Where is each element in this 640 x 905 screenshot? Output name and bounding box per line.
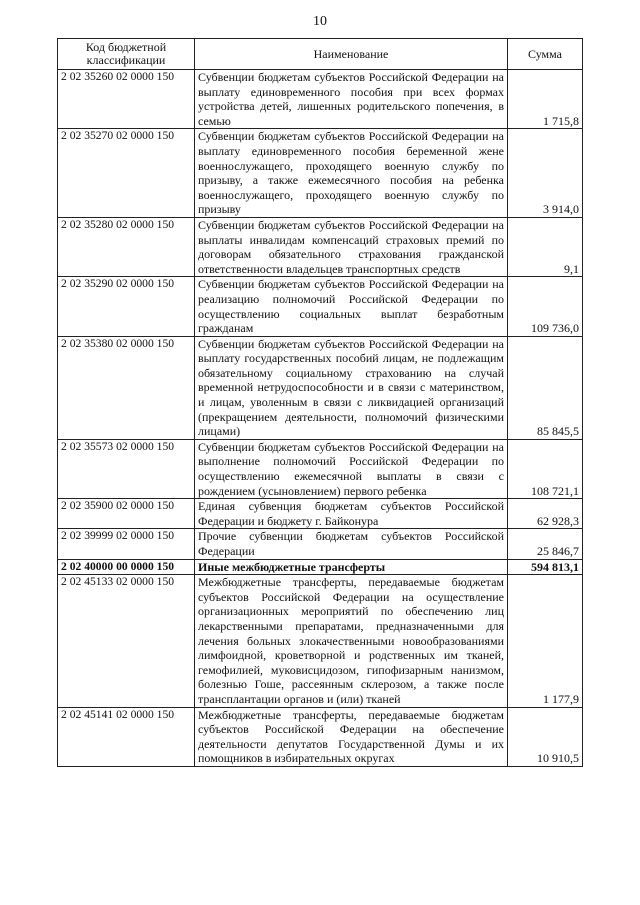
row-sum: 9,1 <box>508 217 583 276</box>
row-sum: 1 715,8 <box>508 70 583 129</box>
row-code: 2 02 45141 02 0000 150 <box>58 707 195 766</box>
row-code: 2 02 35290 02 0000 150 <box>58 277 195 336</box>
row-sum: 3 914,0 <box>508 129 583 218</box>
row-name: Межбюджетные трансферты, передаваемые бюджетам субъектов Российской Федерации на осуществление организационных мероприятий по обеспечению лиц лекарственными препаратами, предназначенными для лечения больных злокачественными новообразованиями лимфоидной, кроветворной и родственных им тканей, гемофилией, муковисцидозом, гипофизарным нанизмом, болезнью Гоше, рассеянным склерозом, а также после трансплантации органов и (или) тканей <box>195 575 508 707</box>
header-code: Код бюджетной классификации <box>58 39 195 70</box>
row-sum: 108 721,1 <box>508 439 583 498</box>
row-code: 2 02 35280 02 0000 150 <box>58 217 195 276</box>
row-sum: 10 910,5 <box>508 707 583 766</box>
table-row <box>58 575 583 707</box>
table-header-row <box>58 39 583 70</box>
header-sum: Сумма <box>508 39 583 70</box>
row-sum: 594 813,1 <box>508 559 583 575</box>
row-name: Единая субвенция бюджетам субъектов Российской Федерации и бюджету г. Байконура <box>195 499 508 529</box>
row-code: 2 02 35260 02 0000 150 <box>58 70 195 129</box>
row-code: 2 02 35573 02 0000 150 <box>58 439 195 498</box>
header-name: Наименование <box>195 39 508 70</box>
row-code: 2 02 35270 02 0000 150 <box>58 129 195 218</box>
table-row <box>58 707 583 766</box>
row-sum: 25 846,7 <box>508 529 583 559</box>
row-name: Субвенции бюджетам субъектов Российской Федерации на выплату государственных пособий лицам, не подлежащим обязательному социальному страхованию на случай временной нетрудоспособности и в связи с материнством, и лицам, уволенным в связи с ликвидацией организаций (прекращением деятельности, полномочий физическими лицами) <box>195 336 508 439</box>
row-sum: 85 845,5 <box>508 336 583 439</box>
table-row <box>58 217 583 276</box>
row-code: 2 02 45133 02 0000 150 <box>58 575 195 707</box>
page-number: 10 <box>313 14 327 29</box>
table-row <box>58 336 583 439</box>
row-code: 2 02 35380 02 0000 150 <box>58 336 195 439</box>
row-sum: 1 177,9 <box>508 575 583 707</box>
table-row <box>58 559 583 575</box>
row-name: Субвенции бюджетам субъектов Российской Федерации на выплату единовременного пособия беременной жене военнослужащего, проходящего военную службу по призыву, а также ежемесячного пособия на ребенка военнослужащего, проходящего военную службу по призыву <box>195 129 508 218</box>
row-sum: 109 736,0 <box>508 277 583 336</box>
table-row <box>58 529 583 559</box>
table-row <box>58 499 583 529</box>
row-name: Субвенции бюджетам субъектов Российской Федерации на выплаты инвалидам компенсаций страховых премий по договорам обязательного страхования гражданской ответственности владельцев транспортных средств <box>195 217 508 276</box>
budget-table <box>57 38 583 767</box>
table-row <box>58 277 583 336</box>
row-name: Прочие субвенции бюджетам субъектов Российской Федерации <box>195 529 508 559</box>
row-name: Субвенции бюджетам субъектов Российской Федерации на выплату единовременного пособия при всех формах устройства детей, лишенных родительского попечения, в семью <box>195 70 508 129</box>
row-code: 2 02 39999 02 0000 150 <box>58 529 195 559</box>
table-row <box>58 439 583 498</box>
row-sum: 62 928,3 <box>508 499 583 529</box>
row-name: Иные межбюджетные трансферты <box>195 559 508 575</box>
row-name: Субвенции бюджетам субъектов Российской Федерации на выполнение полномочий Российской Федерации по осуществлению ежемесячной выплаты в связи с рождением (усыновлением) первого ребенка <box>195 439 508 498</box>
row-code: 2 02 40000 00 0000 150 <box>58 559 195 575</box>
row-name: Субвенции бюджетам субъектов Российской Федерации на реализацию полномочий Российской Федерации по осуществлению социальных выплат безработным гражданам <box>195 277 508 336</box>
table-row <box>58 70 583 129</box>
table-row <box>58 129 583 218</box>
table-body <box>58 70 583 767</box>
row-name: Межбюджетные трансферты, передаваемые бюджетам субъектов Российской Федерации на обеспечение деятельности депутатов Государственной Думы и их помощников в избирательных округах <box>195 707 508 766</box>
row-code: 2 02 35900 02 0000 150 <box>58 499 195 529</box>
